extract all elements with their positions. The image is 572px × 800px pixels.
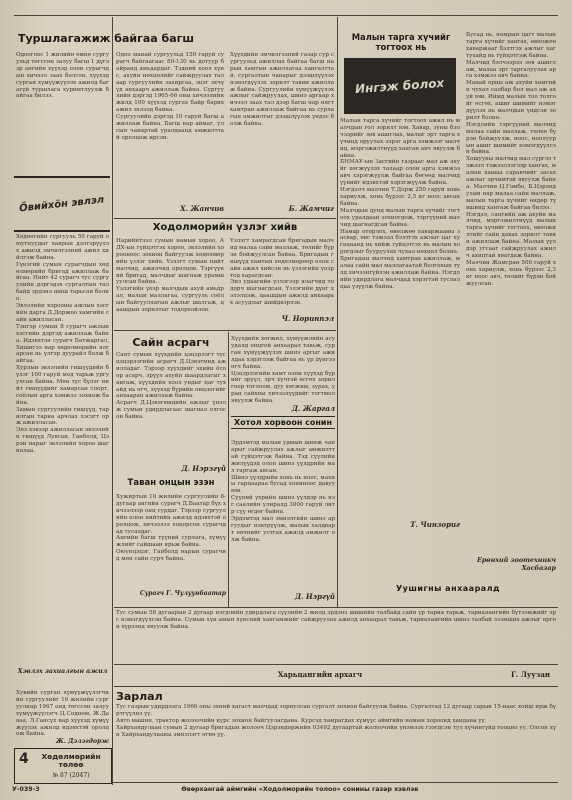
article-body: Үзлэгт хамрагдсан бригадын малчид малаа сайн маллаж, төлийг бүрэн бойжуулсан байна. Бригадын гишүүд хамтын хөдөлмөрөөр олон сайн ажил хийсэн нь үзлэгийн үеэр тод харагдсан. Энэ удаагийн үзлэгээр ялагчид тодорч шагнагдсан. Үзлэгийн дүнг хэлэлцэж, цаашдын ажилд анхаарах асуудлыг шийдвэрлэв. <box>230 238 334 307</box>
publisher-line: Өвөрхангай аймгийн «Ходолморийн толоо» сонины газар хэвлэв <box>181 786 419 793</box>
masthead-badge <box>14 748 112 784</box>
article-signature: Б. Жамчиг <box>288 204 334 213</box>
article-body: Хүүхдийн хөгжил, хүмүүжлийн асуудалд онцгой анхаарал тавьж, сурган хүмүүжүүлэх шинэ аргыг ажилдаа хэрэглэж байгаа нь үр дүнгээ өгч байна. Цэцэрлэгийн хамт олон хүүхэд бүрийг эрүүл, эрч хүчтэй өсгөх зорилгоор тоглоом, дуу хөгжим, зурах, уран сайхны хичээлүүдийг тогтмол явуулж байна. <box>231 336 335 405</box>
article-title: Таван онцын эзэн <box>127 478 215 488</box>
section-graphic-title <box>14 176 110 232</box>
article-signature: Ерөнхий зоотехникч Хасбазар <box>476 556 556 572</box>
top-border <box>14 15 558 16</box>
article-title: Зарлал <box>116 690 163 703</box>
article-body: Хүүхдийн эмчилгээний газар сур сургуульд ажиллах байгаа багш нарын хамтын ажиллагаа хангалттай, сургалтын чанарыг дээшлүүлэх нэмэгдүүлэх зорилт тавин ажиллаж байна. Сургуулийн хүмүүжүүлэх ажлыг сайжруулах, шинэ аргаар хичээл заах тал дээр багш нар нягт хамтран ажиллаж байгаа нь сурлагын амжилтыг дээшлүүлэх үндэс болж байна. <box>230 52 336 128</box>
article-body: Бусад нь, намрын цагт малын тарга хүчийг хангах, өвөлжөө хаваржааг бэлтгэх ажлыг цаг тухайд нь гүйцэтгэж байна. Малчид бэлчээрээ зөв ашиглаж, малаа эрт таргалуулах арга хэмжээ авч байна. Манай орны аж ахуйн хамгийн чухал салбар бол мал аж ахуй юм. Иймд малын тоо толгойг өсгөх, ашиг шимийг нэмэгдүүлэх нь малчдын үндсэн зорилт болно. Нэгдлийн тэргүүний малчид малаа сайн маллаж, төлөө бүрэн бойжуулж, ноос, ноолуурын ашиг шимийг нэмэгдүүлсэн байна. Хошууны малчид мал сүргээ тэжээл тэжээллэгээр хангах, малын хашаа саравчийг засах ажлыг эрчимтэй явуулж байна. Малчин Ц.Гомбо, Б.Цэрэндулам нар малаа сайн маллаж, малын тарга хүчийг өндөр түвшинд хангаж байгаа билээ. Нэгдэл, сангийн аж ахуйн малчид, мэргэжилтнүүд малын тарга хүчийг тогтоох, өвөлжилтийг сайн давах зорилт тавин ажиллаж байна. Малын үүлдэр угсааг сайжруулах ажил ч ахицтай явагдаж байна. Малчин Жамсран 500 гаруй хонь хариулж, хонь бүрээс 2,3 кг ноос авч, төлийг бүрэн бойжуулсан. <box>466 32 556 287</box>
section-graphic-label: Ӧвийхӧн эвлэл <box>18 194 106 214</box>
article-body: Одоо манай сургуульд 150 гаруй сурагч байгаагаас 80-130 нь дотуур байранд амьдардаг. Тэдний хоол хүнс, ахуйн нөхцөлийг сайжруулах талаар сургуулийн захиргаа, эцэг эхчүүд анхаарч ажиллаж байна. Сургуулийн дэргэд 1965-66 оны хичээлийн жилд 100 хүүхэд сургах байр барих ажил эхлээд байна. Сургуулийн дэргэд 10 гаруй багш ажиллаж байна. Багш нар аймаг, улсын чанартай уралдаанд амжилттай оролцож ирсэн. <box>116 52 224 141</box>
column-divider <box>112 17 113 785</box>
column-divider <box>337 17 338 607</box>
column-divider <box>228 332 229 607</box>
article-title: Хотол хорвоон сонин <box>231 416 335 429</box>
article-title: Туршлагажиж байгаа багш <box>18 32 195 45</box>
article-body: Эрдэмтэд малын удмын шинж чанарыг сайжруулах ажлыг амжилттай гүйцэтгэж байна. Тэд сүүлийн жилүүдэд олон шинэ үүлдрийн мал гаргаж авсан. Шинэ үүлдрийн хонь нь ноос, махны гарцаараа бусад хониноос давуу юм. Сүүний үхрийн шинэ үүлдэр нь нэг саалийн улиралд 3000 гаруй литр сүү өгдөг байна. Эрдэмтэд мал эмнэлгийн шинэ аргуудыг нэвтрүүлж, малын халдварт өвчнийг устгах ажилд амжилт олж байна. <box>231 440 335 543</box>
article-body: Хужиртын 10 жилийн сургуулийн 6-дугаар ангийн сурагч Д.Баатар бүх хичээлээр онц сурдаг. Тэрээр сургуулийн олон нийтийн ажилд идэвхтэй оролцож, хичээлээ хоцорсон сурагчдад тусалдаг. Ангийн багш түүний сурлага, хүмүүжлийг сайшаан ярьж байна. Оюунцэцэг, Ганболд нарын сурагчид мөн сайн сурч байна. <box>116 494 226 563</box>
section-graphic-title <box>344 58 456 114</box>
article-title: Малын тарга хүчийг тогтоох нь <box>351 32 451 52</box>
article-body: Тус газрын удирдлага 1966 оны эхний хагаст малчдад зориулсан сургалт зохион байгуулж байна. Сургалтад 12 дугаар сарын 15-наас хойш ирж бүртгүүлнэ үү. Авто машин, трактор жолоочийн курс зохион байгуулагдана. Курсэд хамрагдах хүмүүс аймгийн намын хороонд хандана уу. Хайрхандулаан сумын 2 дугаар бригадын жолооч Цэрэндоржийн 03492 дугаартай жолоочийн үнэмлэх гээгдсэн тул хүчингүйд тооцно уу. Олсон хүн Хайрхандулааны эмнэлэгт өгнө үү. <box>116 704 557 738</box>
article-body: Хувийн сурган хүмүүжүүлэгчийн сургуулийг 10 жилийн сургуулиар 1967 онд төгссөн залуу хүмүүжүүлэгч Ц.Содном, Ж.Даваа, Л.Гансүх нар хүүхэд хүмүүжүүлэх ажилд идэвхтэй оролцож байна. <box>16 690 111 738</box>
article-body: Одоогоос 1 жилийн өмнө сургуульд төгссөн залуу багш 1 дүгээр ангийн хүүхэд олон сурагчдын хичээл заах болсон, хүүхэд сурган хүмүүжүүлэх ажилд багагүй туршлага хуримтлуулж байгаа билээ. <box>16 52 111 100</box>
article-signature: Г. Луузан <box>511 670 550 679</box>
article-signature: Ч. Норинпэл <box>281 314 334 323</box>
article-signature: Т. Чинзориг <box>410 520 460 529</box>
article-signature: Д. Жаргал <box>291 404 335 413</box>
article-body: Малын тарга хүчийг тогтоох ажил нь малчдын гол зорилт юм. Хавар, зуны бэлчээрийг зөв ашиглах, малыг эрт тарга хүчинд оруулах зэрэг арга хэмжээг малчид, мэргэжилтнүүд ханган авч явуулж байна. БНМАУ-ын Засгийн газраас мал аж ахуйг хөгжүүлэх талаар олон арга хэмжээ авч хэрэгжүүлж байгаа бөгөөд малчид үүнийг идэвхтэй хэрэгжүүлж байна. Нэгдэлч малчин Т.Дорж 250 гаруй хонь хариулж, хонь бүрээс 2,5 кг ноос авсан байна. Малчдын дунд малын тарга хүчийг тогтоох уралдаан зохиогдож, тэргүүний малчид шагнагдсан байна. Намар оторлох, өвөлжөө хаваржааны засвар, өвс тэжээл бэлтгэх ажлыг цаг хугацаанд нь хийж гүйцэтгэх нь малын хорогдлыг бууруулах чухал нөхцөл болно. Бригадын малчид хамтран ажиллаж, малаа сайн мал маллагаатай болгохын тулд хичээнгүйлэн ажиллаж байна. Нэгдлийн удирдлага малчдад хэрэгтэй туслалцаа үзүүлж байна. <box>340 118 460 290</box>
section-divider <box>114 686 558 687</box>
page-footer <box>12 786 560 793</box>
article-signature: Сурагч Г. Чулуунбаатар <box>139 590 226 597</box>
article-signature: Д. Нэрэгүй <box>181 464 226 473</box>
article-signature: Х. Жанчив <box>180 204 224 213</box>
section-divider <box>114 664 558 665</box>
section-divider <box>114 330 336 331</box>
article-title: Ходолморийн үзлэг хийв <box>152 222 298 233</box>
page-number: 4 <box>19 751 29 767</box>
section-graphic-label: Ингэж болох <box>354 75 445 97</box>
article-body: Нарийнтээл сумын намын хороо, АДХ-ын гүйцэтгэх хороо, эвлэлийн хорооноос зохион байгуулж хөдөлмөрийн үзлэг хийв. Үзлэгт сумын нийт малчид, ажилчид оролцов. Тэргүүний бригад, малчдыг шагнаж урамшуулсан байна. Үзлэгийн үеэр малчдын ахуй амьдрал, малын маллагаа, сургууль соёлын байгууллагын ажлыг шалгаж, цаашдын зорилтыг тодорхойлов. <box>116 238 224 314</box>
article-body: Сант сумын хүүхдийн цэцэрлэгт тус цэцэрлэгийн асрагч Д.Цэвэгмид ажилладаг. Тэрээр хүүхдийг эхийн ёсоор асарч, эрүүл ахуйн шаардлагыг хангаж, хүүхдийн хоол ундыг цаг тухайд нь өгч, хүүхэд бүрийн онцлогийг анхааран ажиллаж байна. Асрагч Д.Цэвэгмидийн ажлыг үнэлж сумын удирдлагаас шагнал олгосон байна. <box>116 352 226 421</box>
issue-number: № 87 (2047) <box>52 772 90 779</box>
section-divider <box>114 218 336 219</box>
article-signature: Хэвлэх захиалгын ажил <box>17 668 108 675</box>
article-body: Хөдөөгийн сургууль 50 гаруй оюутнуудыг хаврын дэлгэрүүлэх ажилд эмчилгээний ажил хийлгэж байна. Гүнзгий сумын сурагчдын хөдөлмөрийн бригад ажиллаж байгаа. Нийт 42 сурагч тус сургуулийн дэргэдэх сургалтын талбайд эрдэнэ шиш тарьсан болно. Эвлэлийн хорооны ажлын хэсгийн дарга Д.Доржоо хамгийн сайн ажилласан. Тэнгэр сумын 8 сурагч ажлын хэсгийн дэргэд ажиллаж байна. Идэвхтэн сурагч Батжаргал, Хишигээ нар хөдөлмөрийн ялгарсан нь үлгэр дуурайл болж байгаа. Хурлын эвлэлийн гишүүдийн бүлэг 100 гаруй мод тарьж ургуулсан байна. Мөн тус бүлэг нийт гишүүдийг хамарсан спорт, соёлын арга хэмжээ зохиож байна. Замын сургуулийн гишүүд, тарилгын тариа арчлах хэсэгт орж ажилласан. Энэ хэвээр ажилласан эвлэлийн гишүүд Лувсан, Ганболд, Цэрэн нарыг эвлэлийн хороо шагналаа. <box>16 234 109 455</box>
article-signature: Д. Нэргүй <box>294 592 335 601</box>
article-body: Тус сумын 58 дугаарын 2 дугаар нэгдлийн удирдлага сүүлийн 2 жилд эрдэнэ шишийн талбайд сайн үр тариа тарьж, тариалангийн бүтээмжийг эрс нэмэгдүүлсэн байна. Сумын хүн амын хүнсний хангамжийг сайжруулах ажилд анхаарал тавьж, тариалангийн шинэ талбай эзэмших ажлыг өргөн хүрээнд явуулж байна. <box>116 610 556 630</box>
newspaper-name: Хөдөлмөрийн төлөө <box>41 752 101 769</box>
article-title: Уушигны анхааралд <box>395 584 501 593</box>
section-divider <box>114 607 558 608</box>
article-signature: Харьцангийн архагч <box>277 670 363 679</box>
print-code: У-039-3 <box>12 786 40 793</box>
article-signature: Ж. Дэлэгдорж <box>55 738 109 745</box>
article-title: Сайн асрагч <box>132 336 210 349</box>
